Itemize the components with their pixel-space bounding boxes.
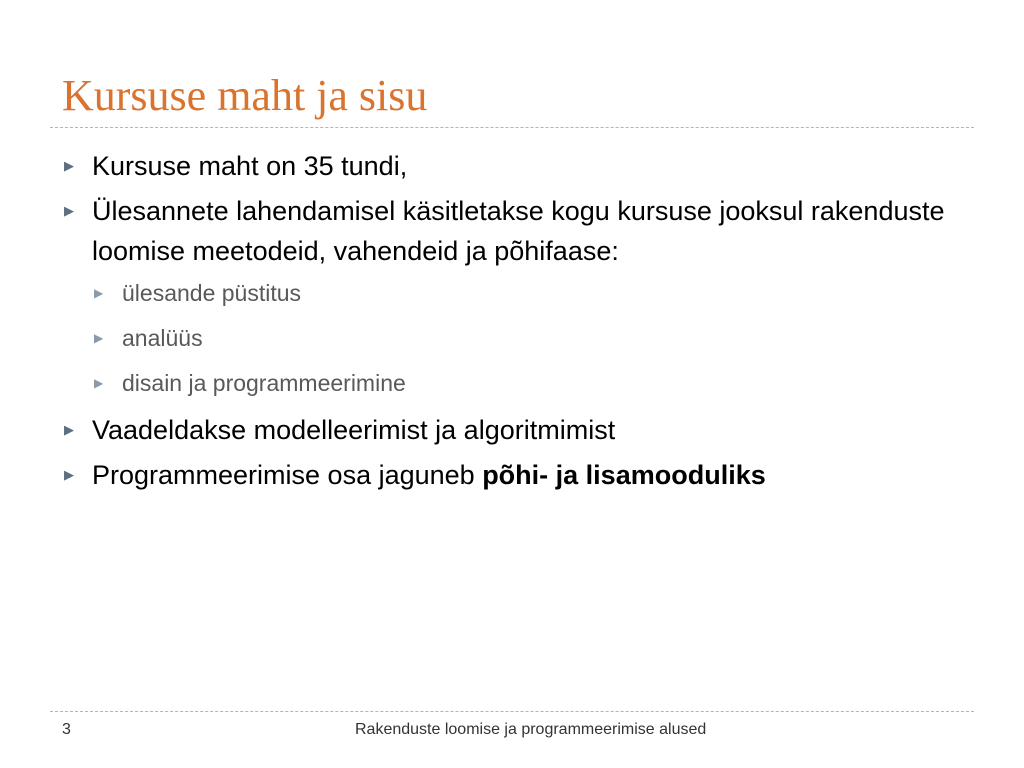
sub-bullet-text: analüüs (122, 325, 203, 351)
sub-bullet-text: ülesande püstitus (122, 280, 302, 306)
sub-bullet-arrow-icon: ▶ (94, 376, 104, 390)
page-number: 3 (62, 721, 71, 738)
title-divider (50, 127, 974, 128)
footer-divider (50, 711, 974, 712)
sub-bullet-list (92, 275, 962, 401)
bullet-arrow-icon: ▶ (64, 422, 74, 437)
bullet-list (62, 146, 962, 500)
bullet-arrow-icon: ▶ (64, 467, 74, 482)
bullet-arrow-icon: ▶ (64, 158, 74, 173)
bullet-text: Vaadeldakse modelleerimist ja algoritmimist (92, 415, 616, 445)
bullet-item (62, 191, 962, 401)
slide-title: Kursuse maht ja sisu (62, 71, 428, 120)
sub-bullet-arrow-icon: ▶ (94, 286, 104, 300)
footer-course-name: Rakenduste loomise ja programmeerimise alused (355, 721, 707, 738)
bullet-text: Kursuse maht on 35 tundi, (92, 151, 408, 181)
bullet-item (62, 410, 962, 450)
bullet-arrow-icon: ▶ (64, 203, 74, 218)
bullet-text: Ülesannete lahendamisel käsitletakse kogu kursuse jooksul rakenduste loomise meetodeid, vahendeid ja põhifaase: (92, 196, 945, 266)
bullet-item (62, 455, 962, 495)
sub-bullet-item (92, 320, 962, 356)
sub-bullet-text: disain ja programmeerimine (122, 370, 406, 396)
bullet-text: Programmeerimise osa jaguneb (92, 460, 483, 490)
bullet-item (62, 146, 962, 186)
sub-bullet-item (92, 365, 962, 401)
sub-bullet-arrow-icon: ▶ (94, 331, 104, 345)
bullet-text-bold: põhi- ja lisamooduliks (482, 460, 766, 490)
sub-bullet-item (92, 275, 962, 311)
